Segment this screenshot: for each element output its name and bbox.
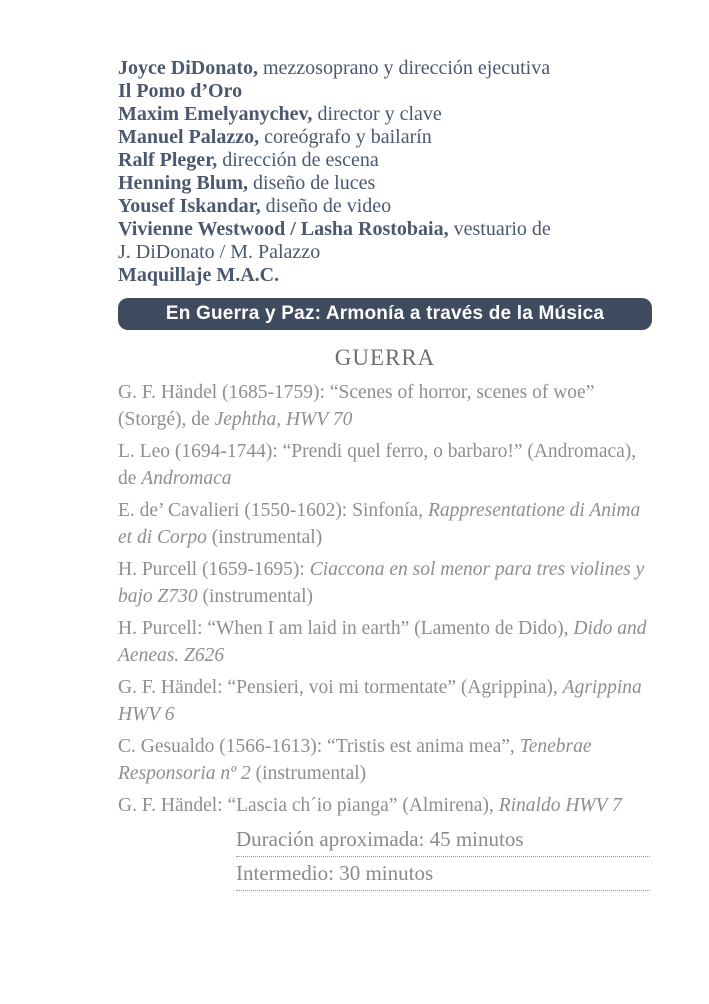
credit-line: Maxim Emelyanychev, director y clave (118, 103, 442, 125)
credit-line: Yousef Iskandar, diseño de video (118, 195, 392, 217)
program-item: C. Gesualdo (1566-1613): “Tristis est anima mea”, Tenebrae Responsoria nº 2 (instrumental) (118, 736, 592, 784)
timing-block (236, 824, 650, 891)
credit-line: Joyce DiDonato, mezzosoprano y dirección ejecutiva (118, 57, 551, 79)
program-item: L. Leo (1694-1744): “Prendi quel ferro, o barbaro!” (Andromaca), de Andromaca (118, 441, 637, 489)
program-item: G. F. Händel: “Lascia ch´io pianga” (Almirena), Rinaldo HWV 7 (118, 795, 622, 816)
section-title-guerra: GUERRA (334, 345, 436, 370)
program-item: G. F. Händel: “Pensieri, voi mi tormentate” (Agrippina), Agrippina HWV 6 (118, 677, 642, 725)
credit-line: Ralf Pleger, dirección de escena (118, 149, 379, 171)
program-list (118, 379, 652, 819)
duration-text: Duración aproximada: 45 minutos (236, 827, 524, 851)
program-item: H. Purcell: “When I am laid in earth” (Lamento de Dido), Dido and Aeneas. Z626 (118, 618, 647, 666)
credit-line: Vivienne Westwood / Lasha Rostobaia, vestuario de (118, 218, 551, 240)
program-item: H. Purcell (1659-1695): Ciaccona en sol menor para tres violines y bajo Z730 (instrumental) (118, 559, 645, 607)
credit-line: Manuel Palazzo, coreógrafo y bailarín (118, 126, 432, 148)
program-item: G. F. Händel (1685-1759): “Scenes of horror, scenes of woe” (Storgé), de Jephtha, HWV 70 (118, 382, 595, 430)
credit-line: Il Pomo d’Oro (118, 80, 243, 102)
page-content (118, 57, 652, 891)
intermission-row (236, 858, 650, 891)
program-item: E. de’ Cavalieri (1550-1602): Sinfonía, Rappresentatione di Anima et di Corpo (instrumental) (118, 500, 641, 548)
concert-title-banner (118, 298, 652, 330)
credit-line: J. DiDonato / M. Palazzo (118, 241, 321, 263)
intermission-text: Intermedio: 30 minutos (236, 861, 434, 885)
concert-title: En Guerra y Paz: Armonía a través de la Música (165, 303, 605, 324)
duration-row (236, 824, 650, 857)
credits-list (118, 57, 652, 287)
credit-line: Henning Blum, diseño de luces (118, 172, 376, 194)
credit-line: Maquillaje M.A.C. (118, 264, 280, 286)
